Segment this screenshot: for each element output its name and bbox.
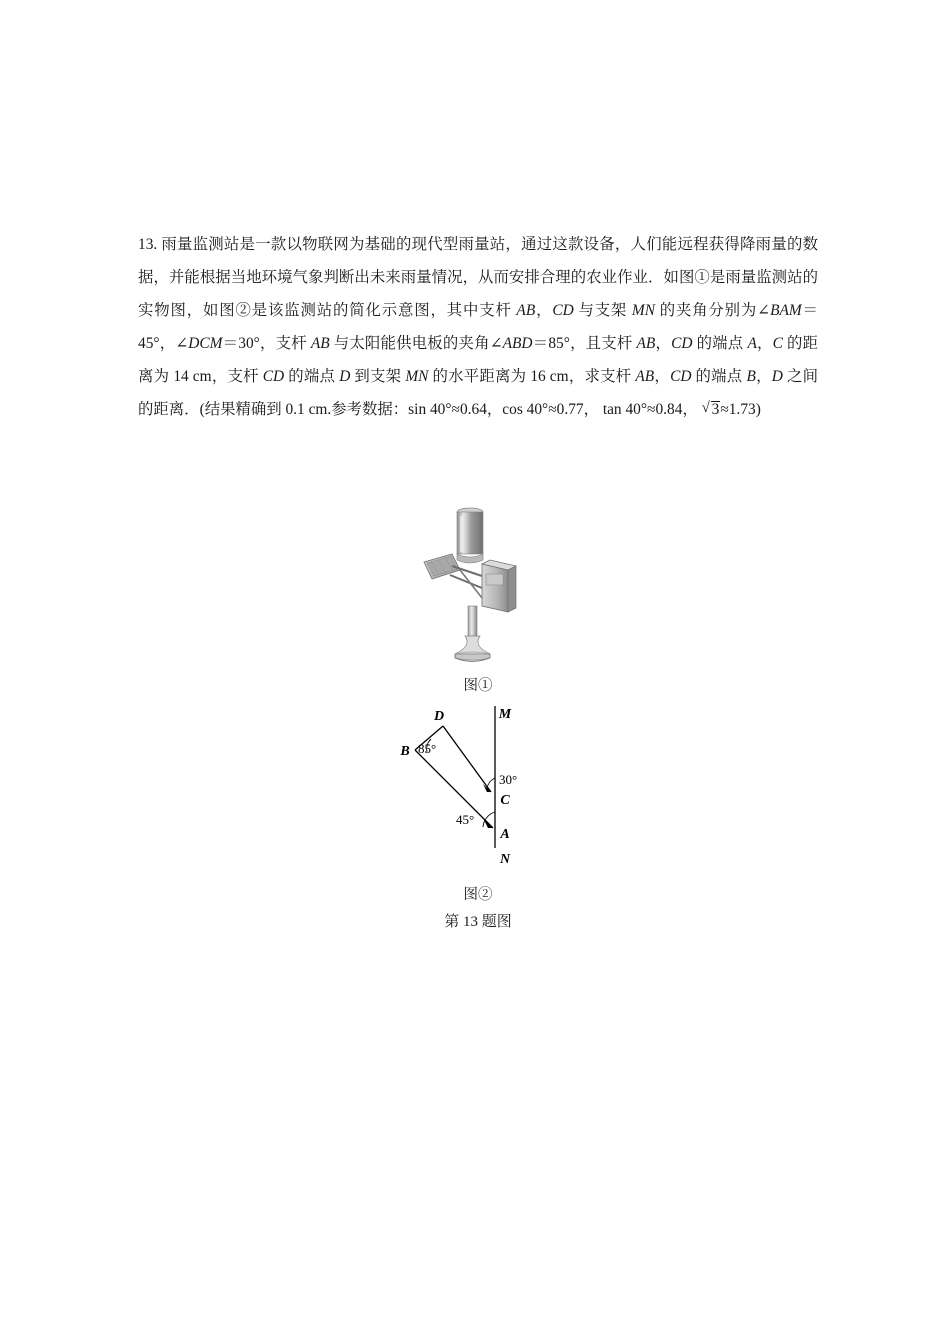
- label-M: M: [498, 707, 512, 722]
- problem-text: 13. 雨量监测站是一款以物联网为基础的现代型雨量站，通过这款设备，人们能远程获得降雨量的数据，并能根据当地环境气象判断出未来雨量情况，从而安排合理的农业作业．如图①是雨量监测站的实物图，如图②是该监测站的简化示意图，其中支杆 AB，CD 与支架 MN 的夹角分别为∠BAM＝45°，∠DCM＝30°，支杆 AB 与太阳能供电板的夹角∠ABD＝85°，且支杆 AB，CD 的端点 A，C 的距离为 14 cm，支杆 CD 的端点 D 到支架 MN 的水平距离为 16 cm，求支杆 AB，CD 的端点 B，D 之间的距离．(结果精确到 0.1 cm.参考数据：sin 40°≈0.64，cos 40°≈0.77， tan 40°≈0.84， √ 3≈1.73): [138, 228, 818, 426]
- label-B: B: [400, 744, 410, 759]
- figure-1-caption: 图①: [463, 678, 493, 694]
- figure-2-caption: 图②: [463, 887, 493, 903]
- label-A: A: [500, 827, 510, 842]
- figure-2-wrapper: [138, 700, 818, 904]
- rain-gauge-photo: [408, 496, 548, 666]
- angle-at-B: 85°: [418, 741, 437, 756]
- geometry-diagram: [383, 700, 573, 875]
- label-D: D: [433, 709, 445, 724]
- problem-number: 13.: [138, 236, 158, 253]
- angle-at-A: 45°: [456, 812, 475, 827]
- angle-at-C: 30°: [499, 772, 518, 787]
- problem-figure-caption: 第 13 题图: [444, 914, 512, 930]
- label-N: N: [499, 852, 511, 867]
- figure-1-wrapper: [138, 496, 818, 695]
- label-C: C: [500, 793, 510, 808]
- problem-block: [138, 228, 818, 930]
